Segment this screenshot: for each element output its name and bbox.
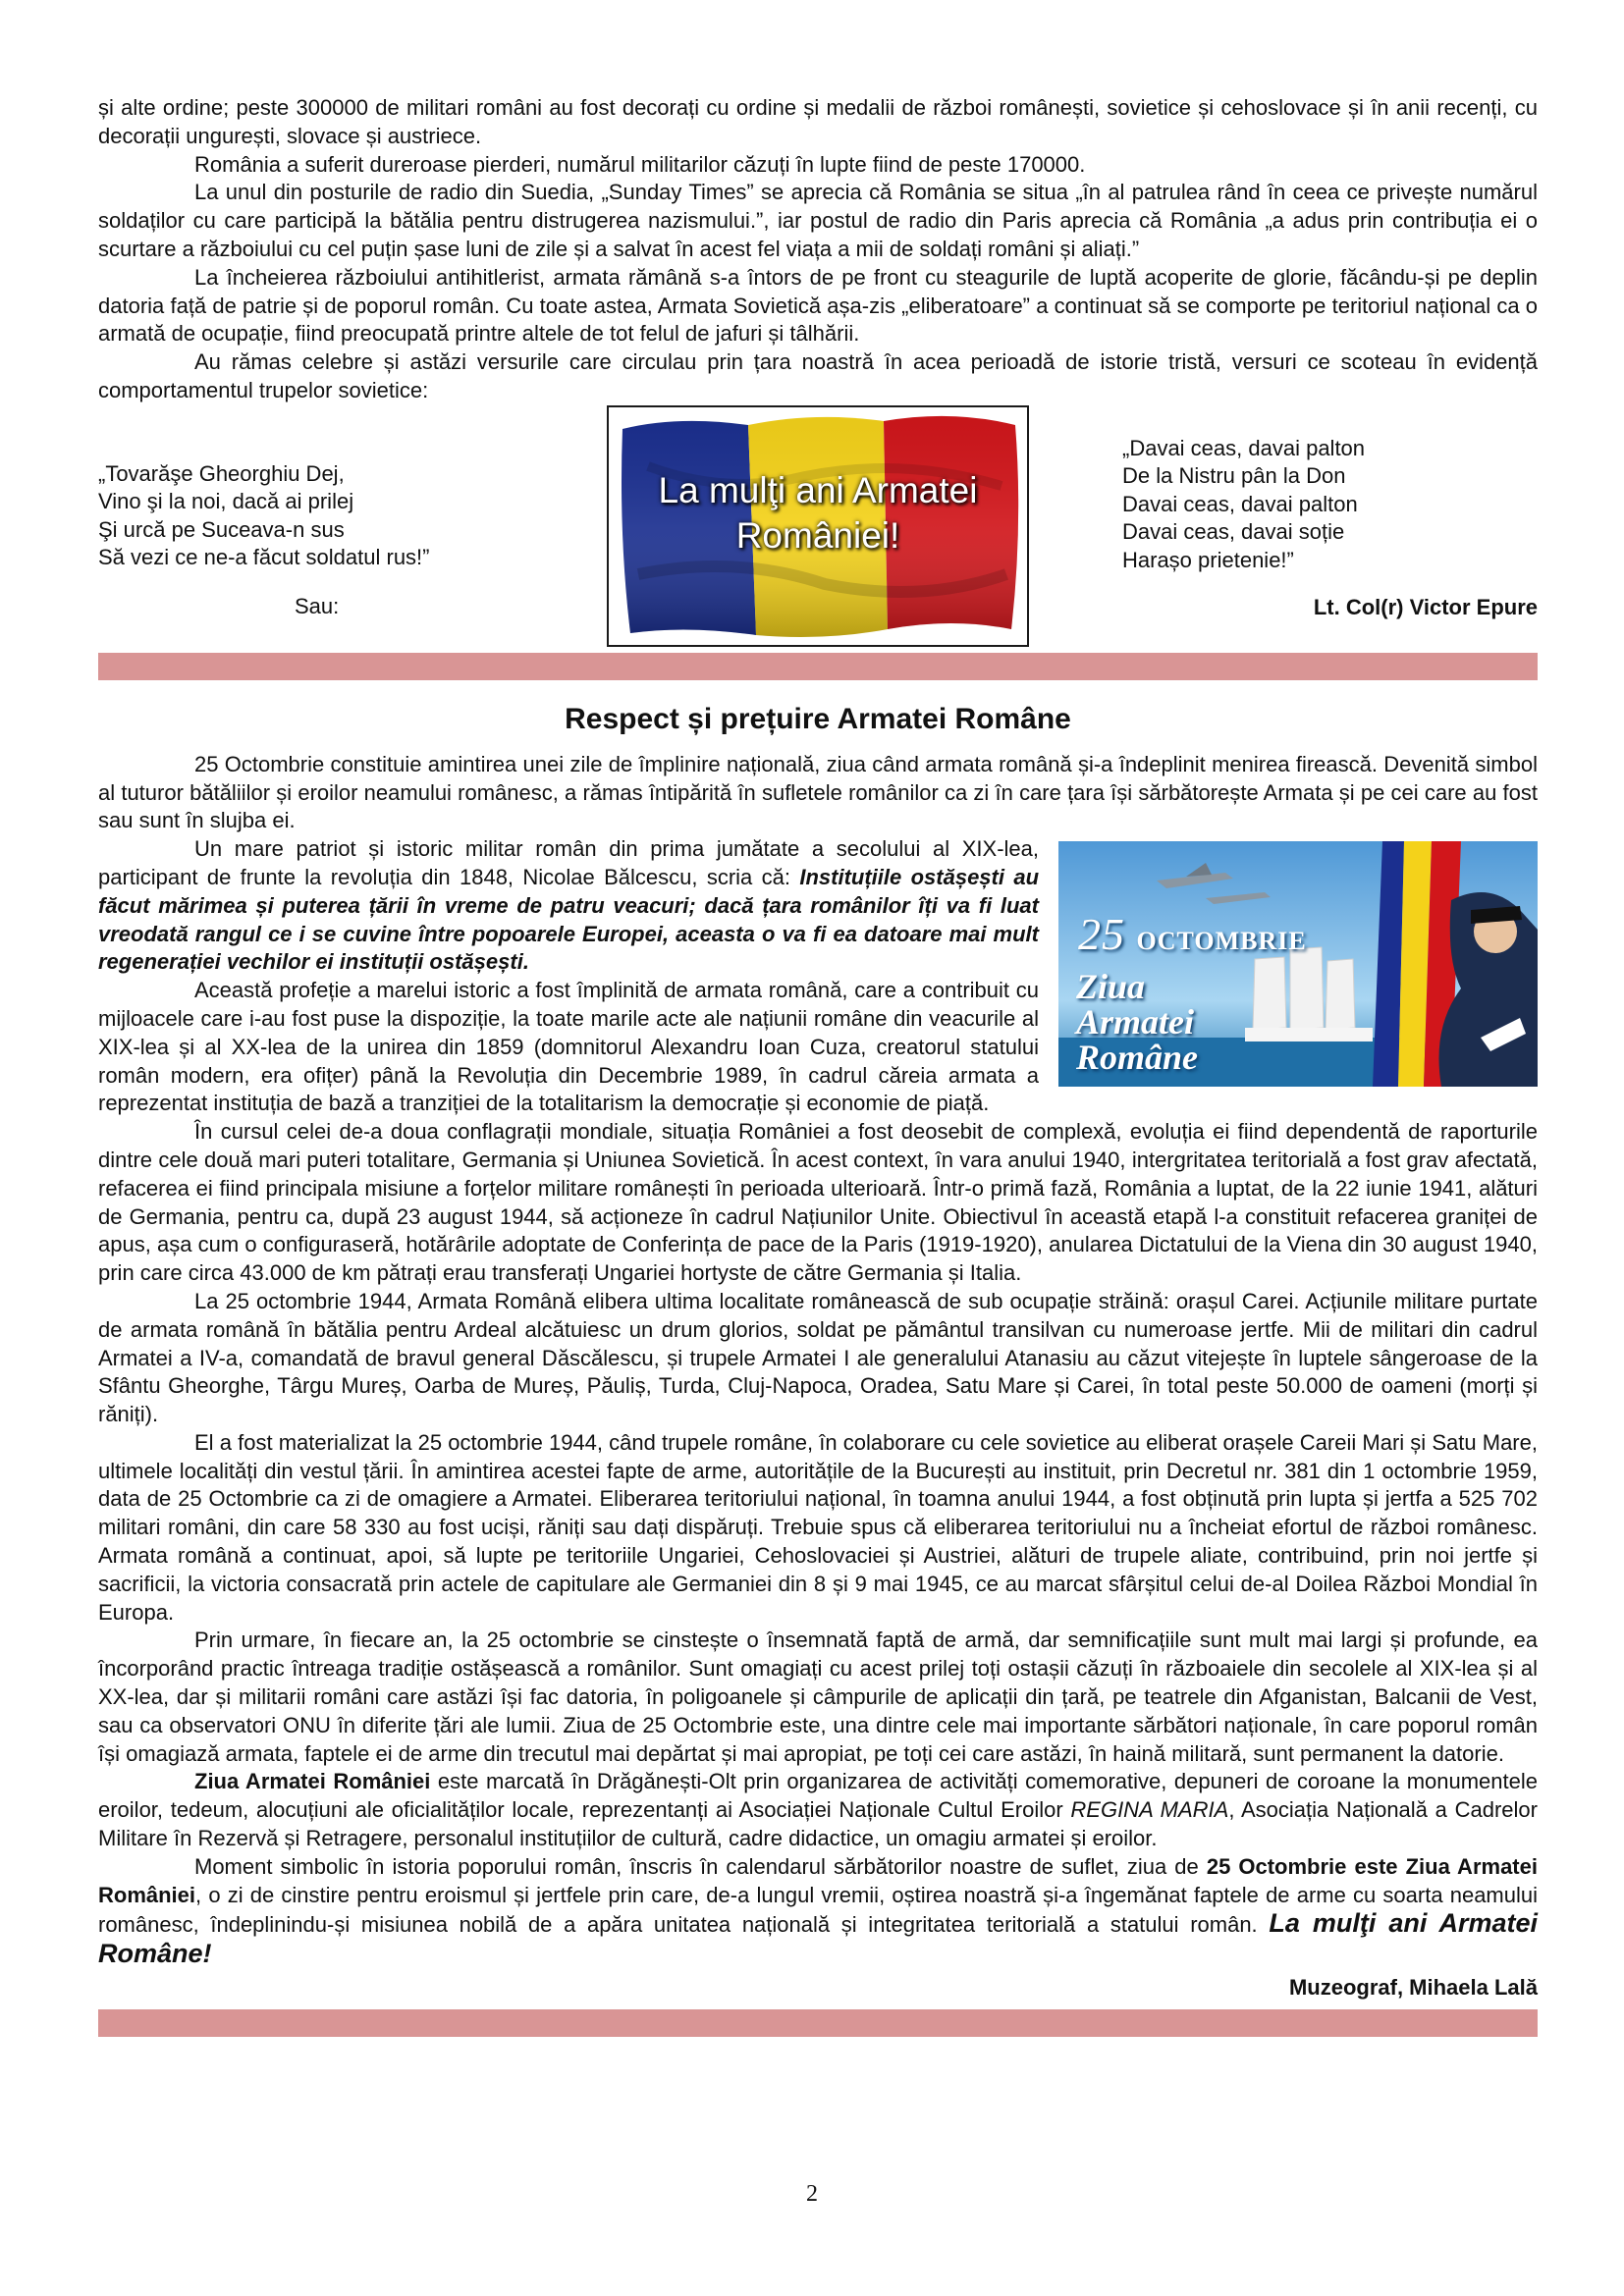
article-paragraph-1: 25 Octombrie constituie amintirea unei zile de împlinire națională, ziua când armata română și-a îndeplinit menirea firească. Devenită simbol al tuturor bătăliilor și eroilor neamului românesc, a rămas întipărită în sufletele românilor ca zi în care țara își sărbătorește Armata și pe cei care au fost sau sunt în slujba ei. <box>98 751 1538 833</box>
photo-caption-line: Ziua <box>1076 967 1146 1007</box>
flag-caption-line-2: României! <box>735 514 900 556</box>
divider-band <box>98 653 1538 680</box>
balcescu-intro: Un mare patriot și istoric militar român din prima jumătate a secolului al XIX-lea, participant de frunte la revoluția din 1848, Nicolae Bălcescu, scria că: <box>98 836 1039 889</box>
photo-date-number: 25 <box>1078 909 1125 960</box>
article-paragraph-8 <box>98 1768 1538 1852</box>
ziua-armatei-photo <box>1058 841 1538 1087</box>
paragraph-9-start: Moment simbolic în istoria poporului român, înscris în calendarul sărbătorilor noastre de suflet, ziua de <box>194 1853 1207 1879</box>
poem-right-line: „Davai ceas, davai palton <box>1122 435 1366 460</box>
photo-caption-line: Armatei <box>1076 1002 1195 1042</box>
paragraph-8-text: este marcată în Drăgănești-Olt prin organizarea de activități comemorative, depuneri de coroane la monumentele eroilor, tedeum, alocuțiuni ale oficialităților locale, reprezentanți ai Asociației Naționale Cultul Eroilor <box>98 1769 1538 1823</box>
poem-right-line: De la Nistru pân la Don <box>1122 463 1346 489</box>
poem-left-line: Să vezi ce ne-a făcut soldatul rus!” <box>98 545 430 570</box>
sau-label: Sau: <box>295 593 340 618</box>
poem-right-line: Davai ceas, davai palton <box>1122 491 1358 516</box>
closing-wish: La mulţi ani Armatei Române! <box>98 1908 1539 1969</box>
article-paragraph-6: El a fost materializat la 25 octombrie 1944, când trupele române, în colaborare cu cele sovietice au eliberat orașele Careii Mari și Satu Mare, ultimele localități din vestul țării. În amintirea acestei fapte de arme, autoritățile de la București au instituit, prin Decretul nr. 381 din 1 octombrie 1959, data de 25 Octombrie ca zi de omagiere a Armatei. Eliberarea teritoriului național, în toamna anului 1944, a fost obținută prin lupta și jertfa a 525 702 militari români, din care 58 330 au fost uciși, răniți sau dați dispăruți. Trebuie spus că eliberarea teritoriului nu a încheiat efortul de război românesc. Armata română a continuat, apoi, să lupte pe teritoriile Ungariei, Cehoslovaciei și Austriei, alături de trupele aliate, contribuind, prin noi jertfe și sacrificii, la victoria consacrată prin actele de capitulare ale Germaniei din 8 și 9 mai 1945, ce au marcat sfârșitul celui de-al Doilea Război Mondial în Europa. <box>98 1429 1538 1625</box>
page <box>98 94 1538 2037</box>
poem-right-line: Davai ceas, davai soție <box>1122 519 1345 545</box>
poem-zone <box>98 405 1538 647</box>
paragraph-9-mid: , o zi de cinstire pentru eroismul și jertfele prin care, de-a lungul vremii, oștirea noastră și-a îngemănat faptele de arme cu soarta neamului românesc, îndeplinindu-și misiunea nobilă de a apăra unitatea națională și integritatea teritorială a statului român. <box>98 1882 1538 1938</box>
poem-right <box>1122 435 1365 575</box>
article-paragraph-4: În cursul celei de-a doua conflagrații mondiale, situația României a fost deosebit de complexă, evoluția ei fiind dependentă de raporturile dintre cele două mari puteri totalitare, Germania și Uniunea Sovietică. În acest context, în vara anului 1940, intergritatea teritorială a fost grav afectată, refacerea ei fiind principala misiune a forțelor militare românești în perioada ulterioară. Într-o primă fază, România a luptat, de la 22 iunie 1941, alături de Germania, pentru ca, după 23 august 1944, să acționeze în cadrul Națiunilor Unite. Obiectivul în această etapă l-a constituit refacerea graniței de apus, așa cum o configuraseră, hotărârile adoptate de Conferința de pace de la Paris (1919-1920), anularea Dictatului de la Viena din 30 august 1940, prin care circa 43.000 de km pătrați erau transferați Ungariei hortyste de către Germania și Italia. <box>98 1119 1538 1286</box>
article-signature: Muzeograf, Mihaela Lală <box>1288 1975 1538 2001</box>
photo-caption-line: Române <box>1076 1038 1199 1078</box>
photo-date-month: OCTOMBRIE <box>1136 927 1307 956</box>
ziua-armatei-bold: Ziua Armatei României <box>194 1769 431 1794</box>
top-paragraph-1: și alte ordine; peste 300000 de militari români au fost decorați cu ordine și medalii de război românești, sovietice și cehoslovace și în anii recenți, cu decorații ungurești, slovace și austriece. <box>98 95 1538 148</box>
top-signature: Lt. Col(r) Victor Epure <box>1313 594 1538 619</box>
article-paragraph-5: La 25 octombrie 1944, Armata Română elibera ultima localitate românească de sub ocupație străină: orașul Carei. Acțiunile militare purtate de armata română în bătălia pentru Ardeal alcătuiesc un drum glorios, soldat pe pământul transilvan cu numeroase jertfe. Mii de militari din cadrul Armatei a IV-a, comandată de bravul general Dăscălescu, și trupele Armatei I ale generalului Atanasiu au căzut vitejește în luptele sângeroase de la Sfântu Gheorghe, Târgu Mureș, Oarba de Mureș, Păuliș, Turda, Cluj-Napoca, Oradea, Satu Mare și Carei, în total peste 50.000 de oameni (morți și răniți). <box>98 1288 1538 1427</box>
top-paragraph-3: La unul din posturile de radio din Suedia, „Sunday Times” se aprecia că România se situa „în al patrulea rând în ceea ce privește numărul soldaților cu care participă la bătălia pentru distrugerea nazismului.”, iar postul de radio din Paris aprecia că România „a adus prin contribuția ei o scurtare a războiului cu cel puțin șase luni de zile și a salvat în acest fel viața a mii de soldați români și aliați.” <box>98 180 1538 261</box>
poem-right-line: Harașo prietenie!” <box>1122 547 1294 572</box>
paragraph-9-bold: 25 Octombrie este Ziua Armatei României <box>98 1853 1538 1907</box>
paragraph-8-end: , Asociația Națională a Cadrelor Militare în Rezervă și Retragere, personalul instituțiilor de cultură, cadre didactice, un omagiu armatei și eroilor. <box>98 1797 1538 1851</box>
poem-left-line: „Tovarăşe Gheorghiu Dej, <box>98 460 345 486</box>
article-paragraph-3: Această profeție a marelui istoric a fost împlinită de armata română, care a contribuit cu mijloacele care i-au fost puse la dispoziție, la toate marile acte ale națiunii române din veacurile al XIX-lea și al XX-lea de la unirea din 1859 (domnitorul Alexandru Ioan Cuza, creatorul statului român modern, era ofițer) până la Revoluția din Decembrie 1989, în cadrul căreia armata a reprezentat instituția de bază a tranziției de la totalitarism la democrație și economie de piață. <box>98 978 1039 1116</box>
poem-left-line: Vino şi la noi, dacă ai prilej <box>98 489 354 514</box>
top-paragraph-4: La încheierea războiului antihitlerist, armata rămână s-a întors de pe front cu steagurile de luptă acoperite de glorie, făcându-și pe deplin datoria față de patrie și de poporul român. Cu toate astea, Armata Sovietică așa-zis „eliberatoare” a continuat să se comporte pe teritoriul național ca o armată de ocupație, fiind preocupată printre altele de tot felul de jafuri și tâlhării. <box>98 264 1538 347</box>
photo-caption <box>1076 967 1199 1078</box>
article-paragraph-9 <box>98 1853 1538 1970</box>
flag-image <box>607 405 1029 647</box>
article-paragraph-7: Prin urmare, în fiecare an, la 25 octombrie se cinstește o însemnată faptă de armă, dar semnificațiile sunt mult mai largi și profunde, ea încorporând practic întreaga tradiție ostășească a românilor. Sunt omagiați cu acest prilej toți ostașii căzuți în războaiele din secolele al XIX-lea și al XX-lea, dar și militarii români care astăzi își fac datoria, în poligoanele și câmpurile de aplicații din țară, pe teatrele din Afganistan, Balcanii de Vest, sau ca observatori ONU în diferite țări ale lumii. Ziua de 25 Octombrie este, una dintre cele mai importante sărbători naționale, în care poporul român își omagiază armata, faptele ei de arme din trecutul mai depărtat și mai apropiat, pe toți cei care astăzi, în haină militară, sunt permanent la datorie. <box>98 1628 1538 1766</box>
regina-maria-italic: REGINA MARIA <box>1070 1797 1229 1823</box>
top-paragraph-5: Au rămas celebre și astăzi versurile care circulau prin țara noastră în acea perioadă de istorie tristă, versuri ce scoteau în evidență comportamentul trupelor sovietice: <box>98 349 1538 402</box>
balcescu-quote: Instituțiile ostășești au făcut mărimea și puterea țării în vreme de patru veacuri; dacă țara românilor îți va fi luat vreodată rangul ce i se cuvine între popoarele Europei, aceasta o va fi ea datoare mai mult regenerației vechilor ei instituții ostășești. <box>98 864 1040 975</box>
article-title: Respect și prețuire Armatei Române <box>565 702 1071 735</box>
photo-date <box>1078 908 1307 960</box>
poem-left <box>98 460 430 572</box>
flag-caption-line-1: La mulţi ani Armatei <box>658 469 978 510</box>
page-number: 2 <box>806 2181 818 2207</box>
flag-caption <box>609 468 1027 559</box>
divider-band-bottom <box>98 2009 1538 2037</box>
top-paragraph-2: România a suferit dureroase pierderi, numărul militarilor căzuți în lupte fiind de peste 170000. <box>194 151 1086 177</box>
poem-left-line: Şi urcă pe Suceava-n sus <box>98 516 345 542</box>
